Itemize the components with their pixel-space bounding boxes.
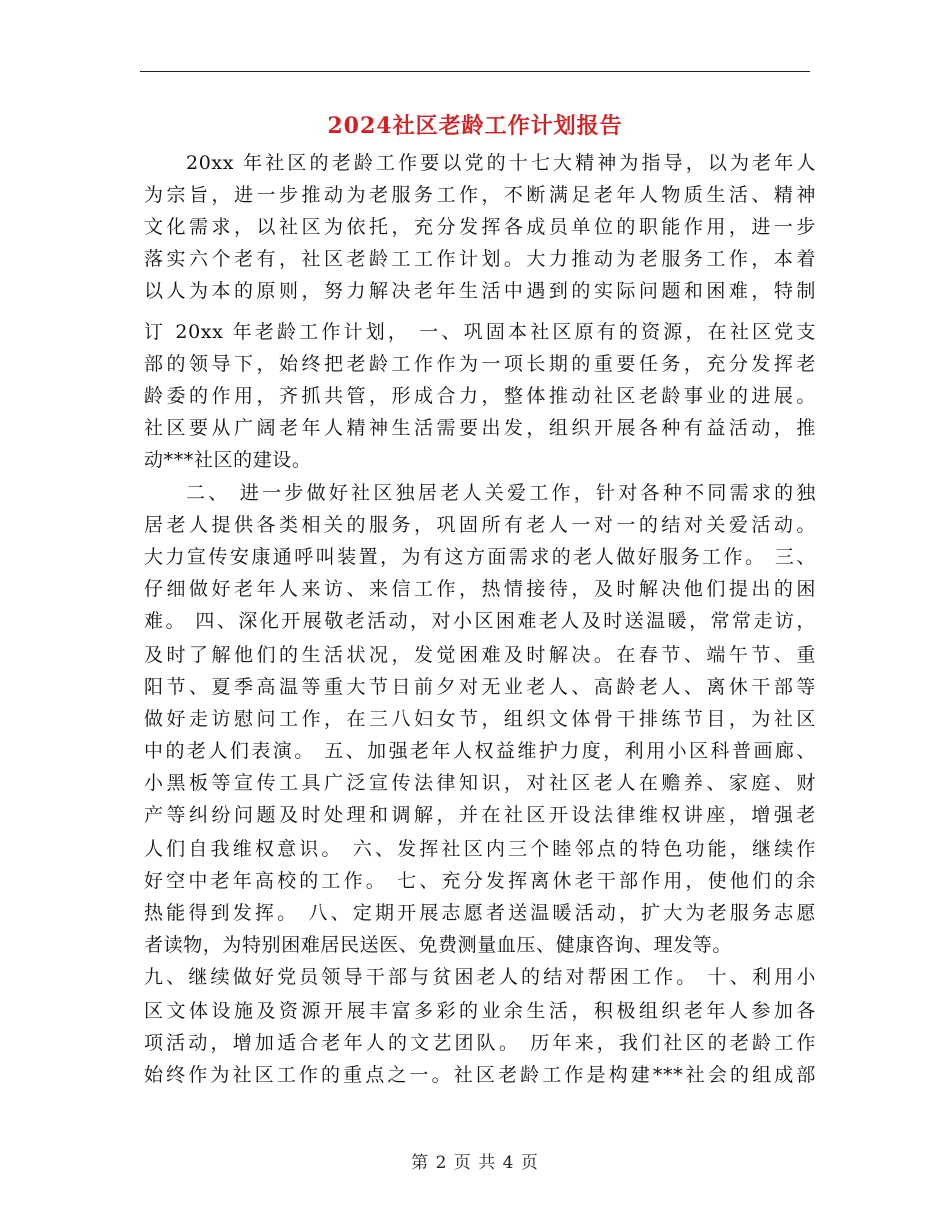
text-line: 始终作为社区工作的重点之一。社区老龄工作是构建***社会的组成部: [144, 1064, 816, 1086]
text-line: 项活动，增加适合老年人的文艺团队。 历年来，我们社区的老龄工作: [144, 1032, 816, 1054]
text-line: 龄委的作用，齐抓共管，形成合力，整体推动社区老龄事业的进展。: [144, 385, 816, 407]
text-line: 以人为本的原则，努力解决老年生活中遇到的实际问题和困难，特制: [144, 280, 816, 302]
text-line: 部的领导下，始终把老龄工作作为一项长期的重要任务，充分发挥老: [144, 353, 816, 375]
text-line: 动***社区的建设。: [144, 449, 312, 471]
document-title: 2024社区老龄工作计划报告: [327, 113, 623, 139]
text-line: 为宗旨，进一步推动为老服务工作，不断满足老年人物质生活、精神: [144, 184, 816, 206]
text-line: 中的老人们表演。 五、加强老年人权益维护力度，利用小区科普画廊、: [144, 740, 816, 762]
text-line: 做好走访慰问工作，在三八妇女节，组织文体骨干排练节目，为社区: [144, 708, 816, 730]
text-line: 20xx 年社区的老龄工作要以党的十七大精神为指导，以为老年人: [186, 152, 816, 174]
text-line: 二、 进一步做好社区独居老人关爱工作，针对各种不同需求的独: [186, 482, 816, 504]
text-line: 九、继续做好党员领导干部与贫困老人的结对帮困工作。 十、利用小: [144, 966, 816, 988]
page-number-footer: 第 2 页 共 4 页: [411, 1153, 539, 1173]
text-line: 及时了解他们的生活状况，发觉困难及时解决。在春节、端午节、重: [144, 644, 816, 666]
text-line: 仔细做好老年人来访、来信工作，热情接待，及时解决他们提出的困: [144, 578, 816, 600]
text-line: 难。 四、深化开展敬老活动，对小区困难老人及时送温暖，常常走访，: [144, 610, 816, 632]
text-line: 落实六个老有，社区老龄工工作计划。大力推动为老服务工作，本着: [144, 248, 816, 270]
text-line: 文化需求，以社区为依托，充分发挥各成员单位的职能作用，进一步: [144, 216, 816, 238]
text-line: 热能得到发挥。 八、定期开展志愿者送温暖活动，扩大为老服务志愿: [144, 902, 816, 924]
text-line: 大力宣传安康通呼叫装置，为有这方面需求的老人做好服务工作。 三、: [144, 546, 816, 568]
text-line: 社区要从广阔老年人精神生活需要出发，组织开展各种有益活动，推: [144, 417, 816, 439]
text-line: 者读物，为特别困难居民送医、免费测量血压、健康咨询、理发等。: [144, 934, 733, 956]
text-line: 产等纠纷问题及时处理和调解，并在社区开设法律维权讲座，增强老: [144, 804, 816, 826]
text-line: 小黑板等宣传工具广泛宣传法律知识，对社区老人在赡养、家庭、财: [144, 772, 816, 794]
text-line: 居老人提供各类相关的服务，巩固所有老人一对一的结对关爱活动。: [144, 514, 816, 536]
text-line: 区文体设施及资源开展丰富多彩的业余生活，积极组织老年人参加各: [144, 1000, 816, 1022]
text-line: 好空中老年高校的工作。 七、充分发挥离休老干部作用，使他们的余: [144, 870, 816, 892]
text-line: 人们自我维权意识。 六、发挥社区内三个睦邻点的特色功能，继续作: [144, 838, 816, 860]
text-line: 订 20xx 年老龄工作计划， 一、巩固本社区原有的资源，在社区党支: [144, 321, 816, 343]
text-line: 阳节、夏季高温等重大节日前夕对无业老人、高龄老人、离休干部等: [144, 676, 816, 698]
